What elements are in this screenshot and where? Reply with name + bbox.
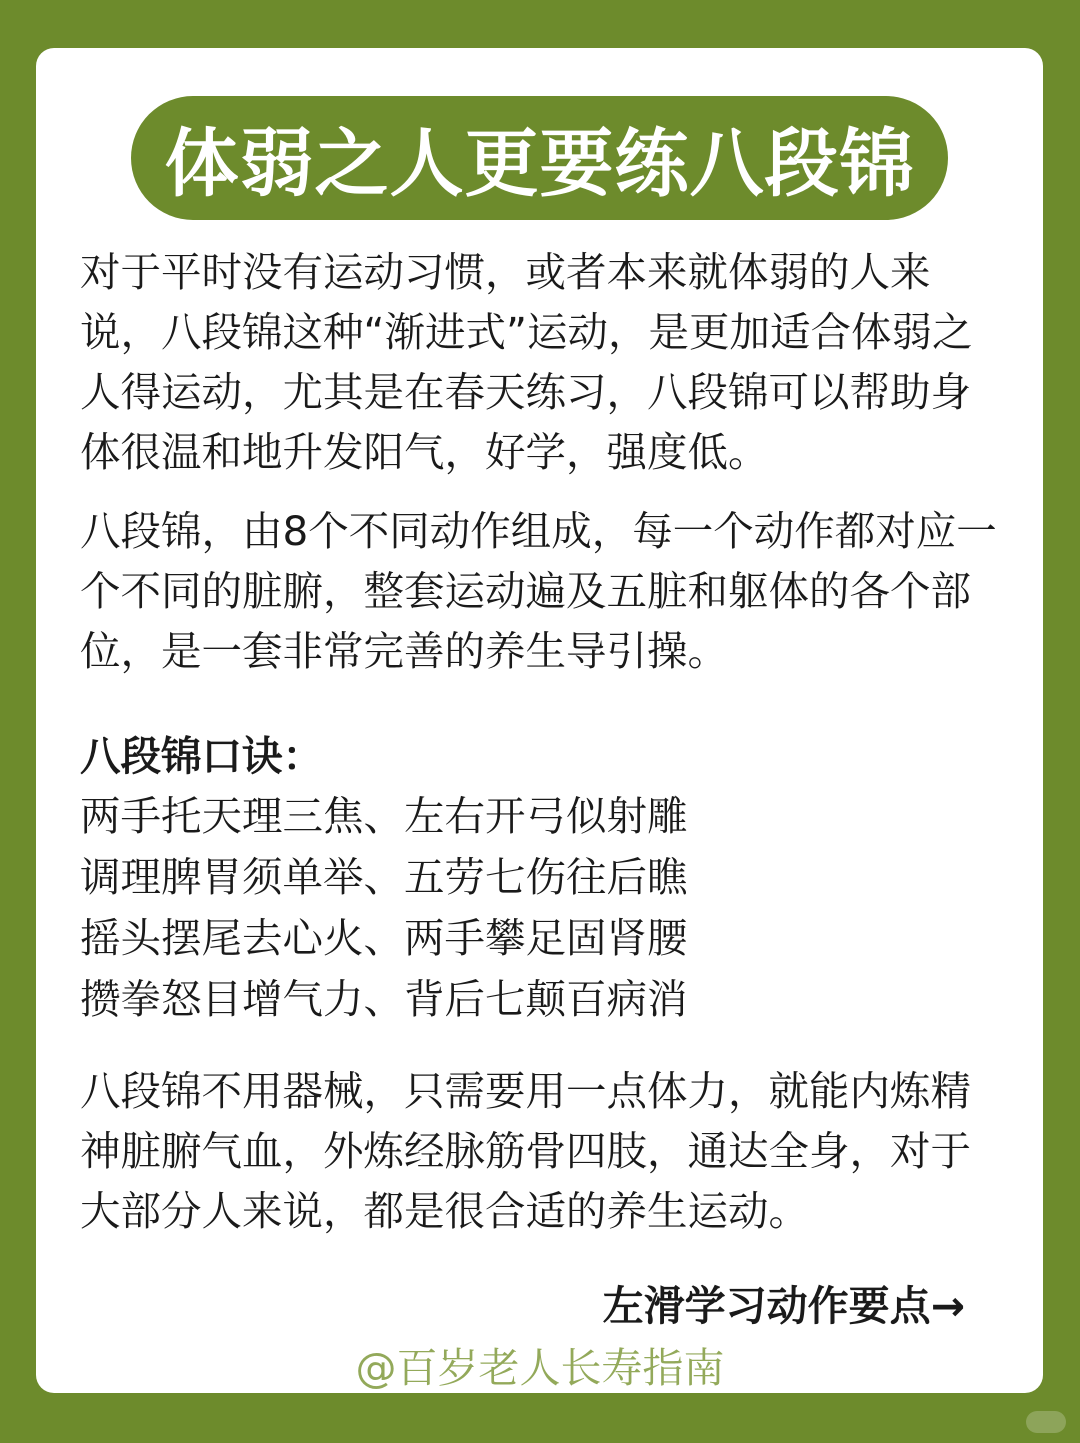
author-signature: @百岁老人长寿指南 <box>355 1344 725 1392</box>
title-banner <box>131 96 948 220</box>
swipe-hint[interactable]: 左滑学习动作要点→ <box>602 1282 965 1330</box>
verse-line: 摇头摆尾去心火、两手攀足固肾腰 <box>80 914 688 962</box>
verse-line: 调理脾胃须单举、五劳七伤往后瞧 <box>80 853 688 901</box>
closing-paragraph: 八段锦不用器械，只需要用一点体力，就能内炼精神脏腑气血，外炼经脉筋骨四肢，通达全身，对于大部分人来说，都是很合适的养生运动。 <box>80 1067 971 1235</box>
watermark-badge <box>1026 1411 1066 1433</box>
description-paragraph: 八段锦，由8个不同动作组成，每一个动作都对应一个不同的脏腑，整套运动遍及五脏和躯体的各个部位，是一套非常完善的养生导引操。 <box>80 507 997 675</box>
verse-line: 两手托天理三焦、左右开弓似射雕 <box>80 792 688 840</box>
verse-list <box>80 786 688 1030</box>
verse-heading: 八段锦口诀： <box>80 732 323 780</box>
page-title: 体弱之人更要练八段锦 <box>164 121 915 207</box>
intro-paragraph: 对于平时没有运动习惯，或者本来就体弱的人来说，八段锦这种“渐进式”运动，是更加适合体弱之人得运动，尤其是在春天练习，八段锦可以帮助身体很温和地升发阳气，好学，强度低。 <box>80 248 973 476</box>
verse-line: 攒拳怒目增气力、背后七颠百病消 <box>80 975 688 1023</box>
